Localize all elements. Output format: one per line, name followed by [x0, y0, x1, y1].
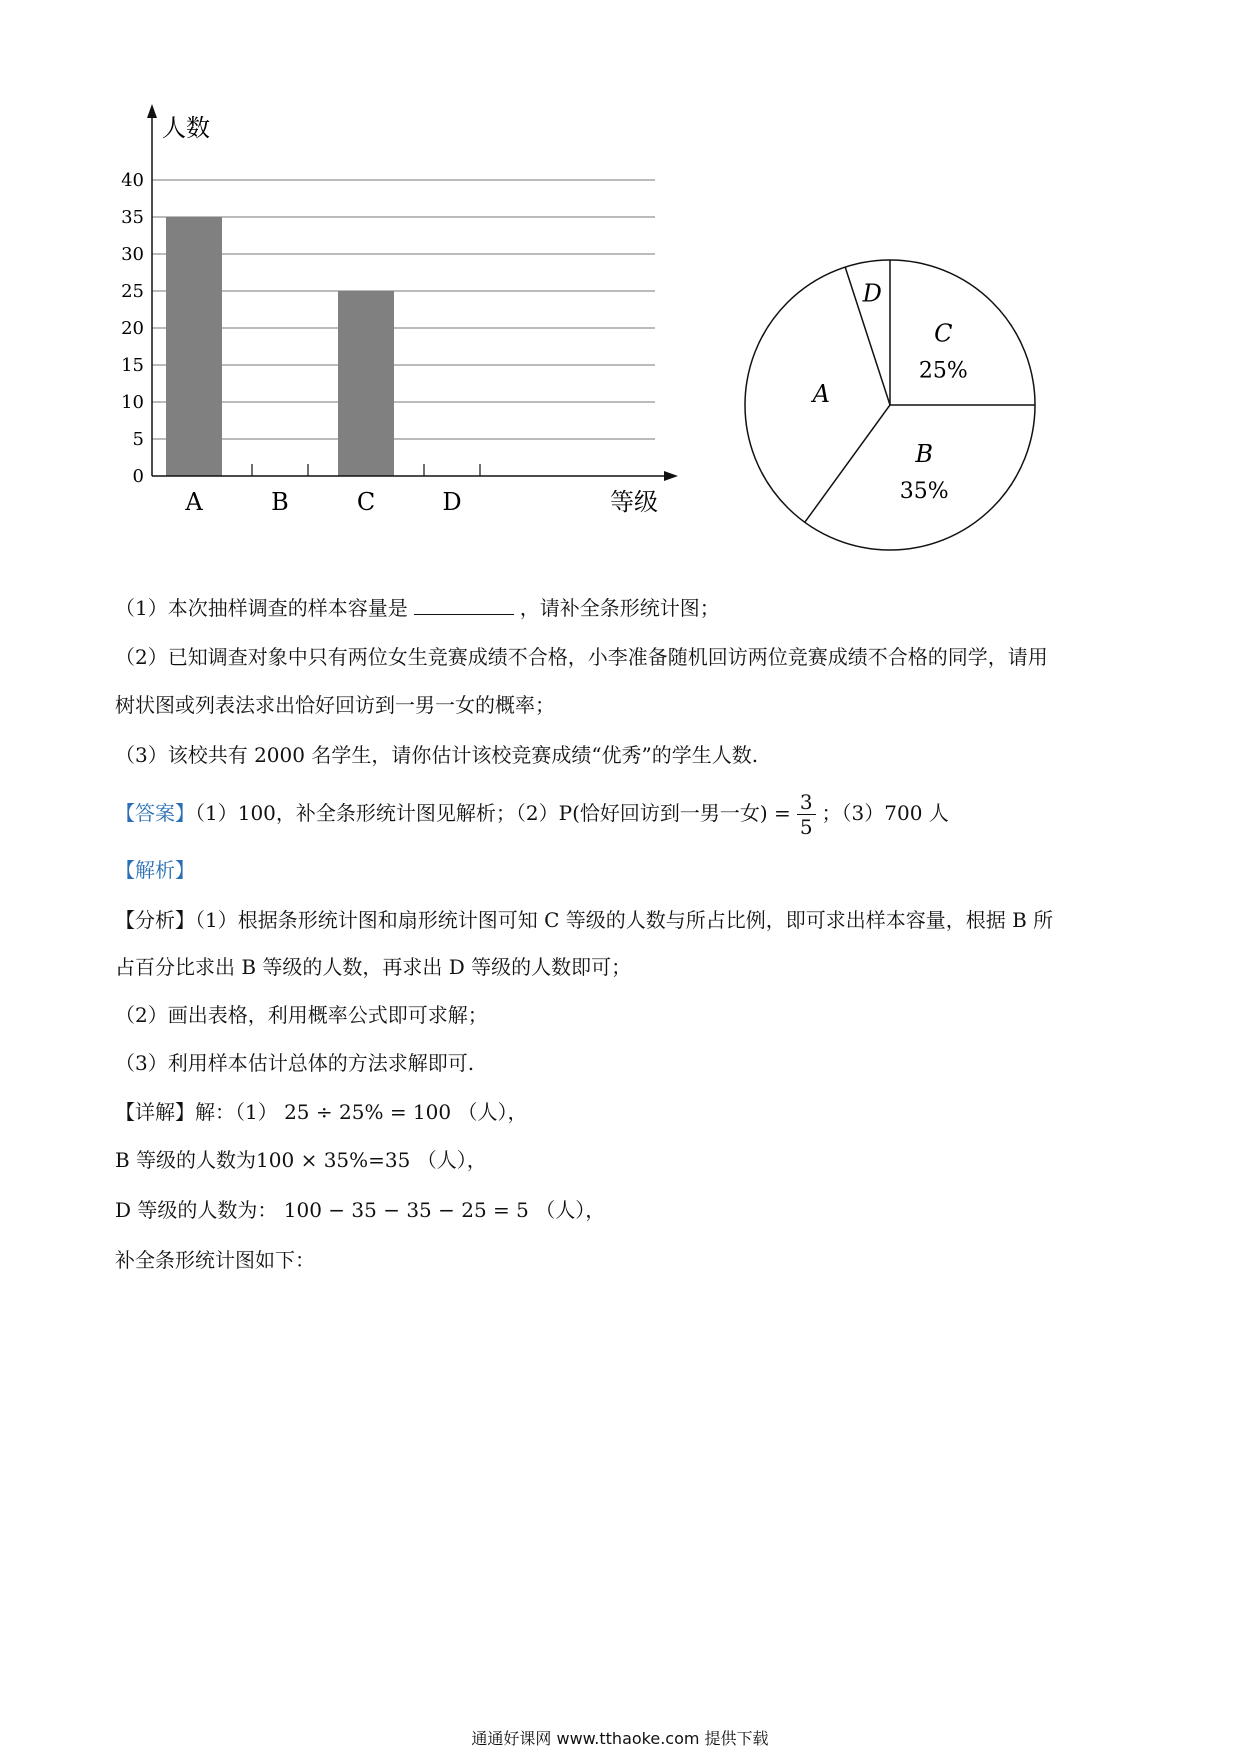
question-1	[115, 592, 1135, 623]
analysis-line-3: （2）画出表格，利用概率公式即可求解；	[115, 1003, 488, 1027]
pie-percent-B: 35%	[899, 479, 949, 505]
fraction-numerator: 3	[797, 790, 816, 815]
y-tick-label: 30	[121, 244, 144, 265]
x-tick-label-A: A	[185, 488, 203, 516]
footer: 通通好课网 www.tthaoke.com 提供下载	[471, 1729, 769, 1748]
pie-label-D: D	[862, 279, 882, 308]
bar-C	[338, 291, 394, 476]
y-tick-label: 20	[121, 318, 144, 339]
y-tick-label: 25	[121, 281, 144, 302]
pie-label-B: B	[915, 440, 934, 469]
x-tick-label-D: D	[442, 488, 462, 516]
bar-chart-y-ticks	[121, 170, 144, 487]
pie-label-C: C	[934, 319, 953, 348]
detail-line-d: D 等级的人数为： 100 − 35 − 35 − 25 = 5 （人），	[115, 1198, 606, 1222]
bar-A	[166, 217, 222, 476]
detail-line-last: 补全条形统计图如下：	[115, 1248, 315, 1272]
x-tick-label-C: C	[356, 488, 376, 516]
pie-label-A: A	[812, 380, 830, 409]
answer-line	[115, 784, 1135, 842]
answer-part-2: ；（3）700 人	[821, 801, 949, 825]
bar-chart	[100, 100, 680, 580]
bar-chart-x-ticks	[184, 488, 461, 516]
question-3: （3）该校共有 2000 名学生，请你估计该校竞赛成绩“优秀”的学生人数.	[115, 743, 759, 767]
y-axis-label: 人数	[162, 114, 210, 142]
detail-line-1: 【详解】解：（1） 25 ÷ 25% = 100 （人），	[115, 1100, 528, 1124]
fraction-denominator: 5	[799, 815, 813, 839]
q1-text-after: ，请补全条形统计图；	[519, 596, 720, 620]
x-axis-arrow	[664, 471, 678, 481]
pie-chart	[740, 255, 1040, 555]
analysis-line-4: （3）利用样本估计总体的方法求解即可.	[115, 1051, 475, 1075]
q1-text-before: （1）本次抽样调查的样本容量是	[115, 596, 408, 620]
y-tick-label: 5	[132, 429, 144, 450]
question-2-line-2: 树状图或列表法求出恰好回访到一男一女的概率；	[115, 693, 555, 717]
bar-chart-gridlines	[152, 180, 655, 439]
y-tick-label: 35	[121, 207, 144, 228]
pie-percent-C: 25%	[918, 358, 968, 384]
analysis-line-2: 占百分比求出 B 等级的人数，再求出 D 等级的人数即可；	[115, 955, 632, 979]
answer-tag: 【答案】	[115, 801, 195, 825]
y-axis-arrow	[147, 104, 157, 118]
y-tick-label: 40	[121, 170, 144, 191]
y-tick-label: 10	[121, 392, 144, 413]
x-axis-label: 等级	[610, 488, 658, 516]
question-2-line-1: （2）已知调查对象中只有两位女生竞赛成绩不合格，小李准备随机回访两位竞赛成绩不合格的同学，请用	[115, 645, 1048, 669]
analysis-tag: 【解析】	[115, 858, 195, 882]
y-tick-label: 15	[121, 355, 144, 376]
bar-chart-bars	[166, 217, 480, 476]
q1-answer-blank	[414, 592, 514, 615]
answer-fraction	[797, 790, 816, 839]
y-tick-label: 0	[132, 466, 144, 487]
analysis-line-1: 【分析】（1）根据条形统计图和扇形统计图可知 C 等级的人数与所占比例，即可求出样本容量，根据 B 所	[115, 908, 1054, 932]
detail-line-b: B 等级的人数为100 × 35%=35 （人），	[115, 1148, 487, 1172]
x-tick-label-B: B	[271, 488, 289, 516]
answer-part-1: （1）100，补全条形统计图见解析；（2）P(恰好回访到一男一女) =	[195, 801, 791, 825]
